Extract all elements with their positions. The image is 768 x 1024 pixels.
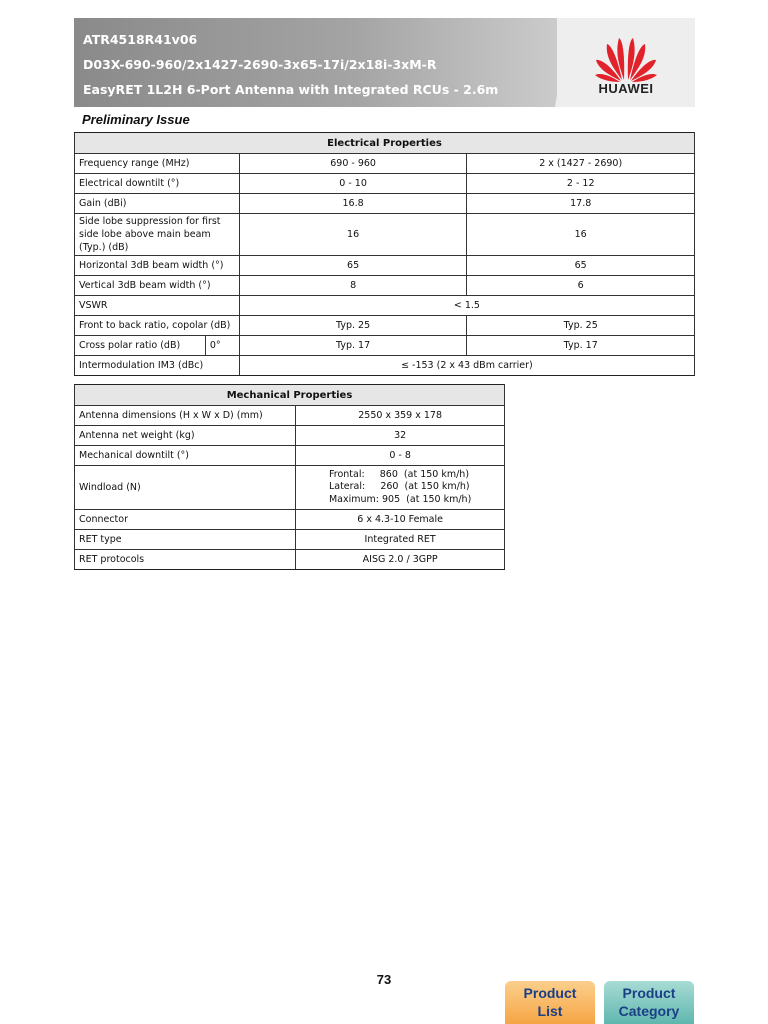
cell-value: 0 - 8 <box>296 446 505 466</box>
header-titles <box>83 27 498 102</box>
table-row <box>75 510 505 530</box>
table-row <box>75 466 505 510</box>
electrical-title: Electrical Properties <box>75 133 695 154</box>
issue-label: Preliminary Issue <box>82 112 190 127</box>
cell-value <box>296 466 505 510</box>
windload-values: Frontal: 860 (at 150 km/h) Lateral: 260 (at 150 km/h) Maximum: 905 (at 150 km/h) <box>328 468 472 505</box>
cell-value: 8 <box>239 276 467 296</box>
table-header-row <box>75 385 505 406</box>
cell-value: Typ. 25 <box>467 316 695 336</box>
table-row <box>75 256 695 276</box>
cell-value: 6 <box>467 276 695 296</box>
electrical-properties-table <box>74 132 695 376</box>
row-label: Gain (dBi) <box>75 194 240 214</box>
table-row <box>75 214 695 256</box>
row-label: Electrical downtilt (°) <box>75 174 240 194</box>
cell-value: 65 <box>239 256 467 276</box>
table-row <box>75 550 505 570</box>
cell-value: 6 x 4.3-10 Female <box>296 510 505 530</box>
cell-value: Typ. 17 <box>239 336 467 356</box>
cell-value: 2 x (1427 - 2690) <box>467 154 695 174</box>
cell-value: 0 - 10 <box>239 174 467 194</box>
row-label: Antenna dimensions (H x W x D) (mm) <box>75 406 296 426</box>
row-label: Cross polar ratio (dB) <box>75 336 206 356</box>
model-number: ATR4518R41v06 <box>83 32 198 47</box>
header-banner <box>74 18 695 107</box>
row-label: Horizontal 3dB beam width (°) <box>75 256 240 276</box>
row-label: Vertical 3dB beam width (°) <box>75 276 240 296</box>
row-label: Intermodulation IM3 (dBc) <box>75 356 240 376</box>
model-code: D03X-690-960/2x1427-2690-3x65-17i/2x18i-3xM-R <box>83 57 437 72</box>
cell-value: 2 - 12 <box>467 174 695 194</box>
row-label: Side lobe suppression for first side lobe above main beam (Typ.) (dB) <box>75 214 240 256</box>
table-row <box>75 296 695 316</box>
table-header-row <box>75 133 695 154</box>
table-row <box>75 406 505 426</box>
row-label: Antenna net weight (kg) <box>75 426 296 446</box>
table-row <box>75 336 695 356</box>
cell-value: Integrated RET <box>296 530 505 550</box>
row-label: Connector <box>75 510 296 530</box>
cell-value: Typ. 17 <box>467 336 695 356</box>
table-row <box>75 316 695 336</box>
row-sublabel: 0° <box>205 336 239 356</box>
logo-panel <box>557 18 695 107</box>
row-label: Frequency range (MHz) <box>75 154 240 174</box>
row-label: Windload (N) <box>75 466 296 510</box>
cell-value: Typ. 25 <box>239 316 467 336</box>
mechanical-properties-table <box>74 384 505 570</box>
table-row <box>75 356 695 376</box>
cell-value: ≤ -153 (2 x 43 dBm carrier) <box>239 356 694 376</box>
product-list-button[interactable]: Product List <box>505 981 595 1024</box>
logo-wordmark: HUAWEI <box>598 81 654 96</box>
cell-value: AISG 2.0 / 3GPP <box>296 550 505 570</box>
row-label: Front to back ratio, copolar (dB) <box>75 316 240 336</box>
cell-value: 2550 x 359 x 178 <box>296 406 505 426</box>
table-row <box>75 194 695 214</box>
product-category-button[interactable]: Product Category <box>604 981 694 1024</box>
row-label: Mechanical downtilt (°) <box>75 446 296 466</box>
table-row <box>75 276 695 296</box>
cell-value: 16 <box>467 214 695 256</box>
page-number: 73 <box>376 972 392 987</box>
cell-value: 65 <box>467 256 695 276</box>
cell-value: 32 <box>296 426 505 446</box>
mechanical-title: Mechanical Properties <box>75 385 505 406</box>
cell-value: 16 <box>239 214 467 256</box>
table-row <box>75 426 505 446</box>
row-label: RET type <box>75 530 296 550</box>
table-row <box>75 174 695 194</box>
huawei-logo-icon <box>593 32 659 82</box>
table-row <box>75 530 505 550</box>
model-description: EasyRET 1L2H 6-Port Antenna with Integrated RCUs - 2.6m <box>83 82 499 97</box>
cell-value: < 1.5 <box>239 296 694 316</box>
row-label: VSWR <box>75 296 240 316</box>
cell-value: 690 - 960 <box>239 154 467 174</box>
cell-value: 17.8 <box>467 194 695 214</box>
row-label: RET protocols <box>75 550 296 570</box>
table-row <box>75 154 695 174</box>
cell-value: 16.8 <box>239 194 467 214</box>
table-row <box>75 446 505 466</box>
